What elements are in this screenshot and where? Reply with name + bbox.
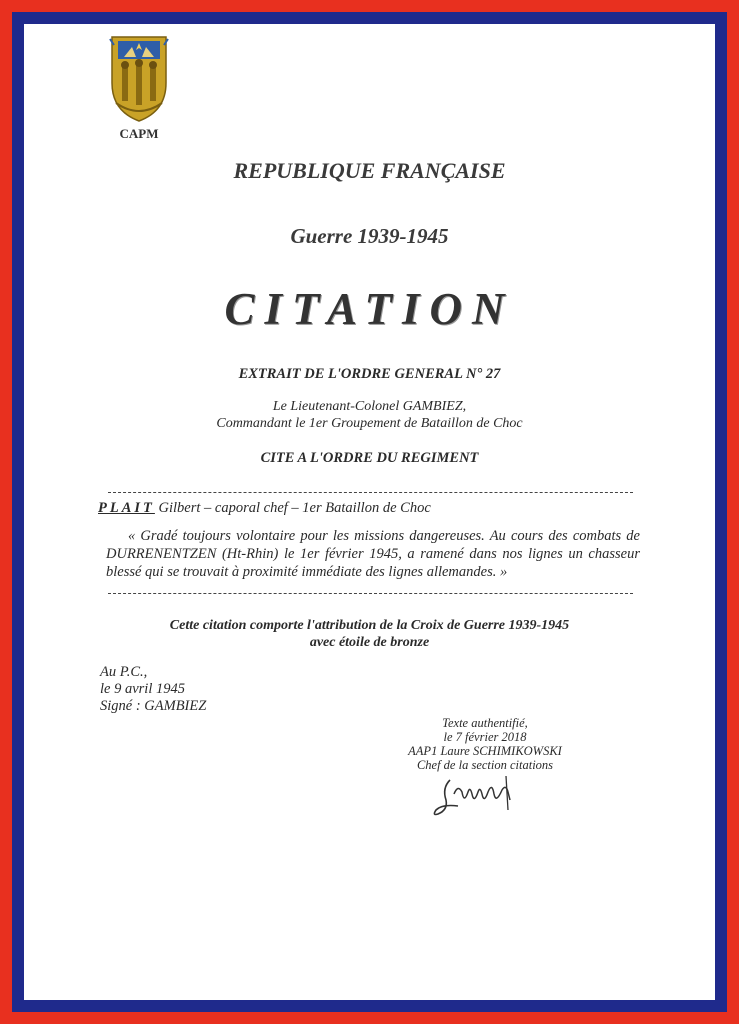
- separator-bottom: [108, 593, 633, 594]
- issuance-block: [100, 664, 206, 715]
- soldier-surname: PLAIT: [98, 500, 155, 516]
- document-title: CITATION: [224, 284, 515, 334]
- order-extract: EXTRAIT DE L'ORDRE GENERAL N° 27: [238, 366, 501, 382]
- issuance-date: le 9 avril 1945: [100, 681, 185, 697]
- award-line-2: avec étoile de bronze: [309, 635, 430, 650]
- auth-line-4: Chef de la section citations: [416, 758, 554, 772]
- republic-heading: REPUBLIQUE FRANÇAISE: [233, 158, 506, 183]
- war-heading: Guerre 1939-1945: [290, 224, 449, 248]
- commander-block: [0, 398, 739, 432]
- award-block: [0, 617, 739, 651]
- citation-text: « Gradé toujours volontaire pour les missions dangereuses. Au cours des combats de DURRENENTZEN (Ht-Rhin) le 1er février 1945, a ramené dans nos lignes un chasseur blessé qui se trouvait à proximité immédiate des lignes allemandes. »: [106, 528, 640, 580]
- issuance-signed: Signé : GAMBIEZ: [100, 698, 207, 714]
- unit-abbreviation: CAPM: [119, 126, 159, 141]
- authentication-block: [390, 716, 580, 772]
- unit-crest-emblem-icon: [106, 33, 172, 123]
- auth-line-3: AAP1 Laure SCHIMIKOWSKI: [408, 744, 562, 758]
- separator-top: [108, 492, 633, 493]
- handwritten-signature-icon: [428, 770, 520, 820]
- citation-level: CITE A L'ORDRE DU REGIMENT: [260, 450, 479, 466]
- auth-line-1: Texte authentifié,: [442, 716, 528, 730]
- commander-line-2: Commandant le 1er Groupement de Bataillon de Choc: [216, 416, 523, 431]
- award-line-1: Cette citation comporte l'attribution de la Croix de Guerre 1939-1945: [169, 618, 570, 633]
- soldier-line: [98, 500, 431, 517]
- auth-line-2: le 7 février 2018: [443, 730, 527, 744]
- issuance-place: Au P.C.,: [100, 664, 148, 680]
- soldier-details: Gilbert – caporal chef – 1er Bataillon de Choc: [158, 500, 431, 516]
- commander-line-1: Le Lieutenant-Colonel GAMBIEZ,: [272, 399, 467, 414]
